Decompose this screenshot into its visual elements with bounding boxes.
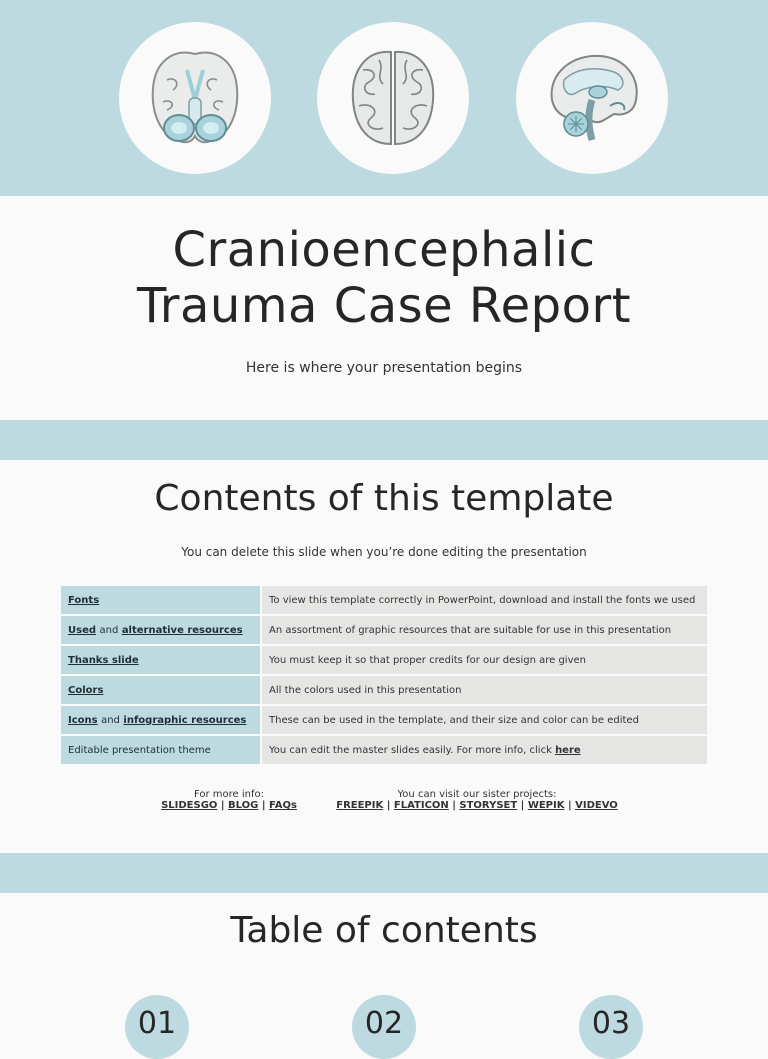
page-subtitle: Here is where your presentation begins: [245, 360, 523, 376]
contents-heading: Contents of this template: [154, 478, 614, 519]
title-line-2: Trauma Case Report: [136, 278, 632, 334]
page-title: [0, 222, 768, 334]
sister-projects-label: You can visit our sister projects:: [397, 789, 557, 800]
row-key: [61, 736, 260, 764]
storyset-link[interactable]: STORYSET: [459, 800, 518, 811]
more-info-links: SLIDESGO | BLOG | FAQs: [161, 800, 297, 811]
row-value: [260, 736, 707, 764]
row-value: To view this template correctly in PowerPoint, download and install the fonts we used: [260, 586, 707, 614]
sister-projects: [335, 789, 619, 811]
colors-link[interactable]: Colors: [68, 684, 104, 696]
row-key: [61, 586, 260, 614]
brain-inferior-image: [119, 22, 271, 174]
alternative-resources-link[interactable]: alternative resources: [121, 624, 243, 636]
editable-theme-label: Editable presentation theme: [68, 744, 211, 756]
more-info-label: For more info:: [193, 789, 264, 800]
row-value: All the colors used in this presentation: [260, 676, 707, 704]
slidesgo-link[interactable]: SLIDESGO: [161, 800, 218, 811]
and-text: and: [99, 624, 119, 636]
brain-sagittal-icon: [534, 40, 650, 156]
here-link[interactable]: here: [555, 744, 581, 756]
used-link[interactable]: Used: [68, 624, 97, 636]
table-row: [61, 616, 707, 644]
contents-description: You can delete this slide when you’re done editing the presentation: [181, 545, 587, 559]
row-value-text: You can edit the master slides easily. For more info, click: [269, 744, 552, 756]
freepik-link[interactable]: FREEPIK: [336, 800, 384, 811]
toc-heading: Table of contents: [230, 910, 538, 951]
row-key: [61, 676, 260, 704]
row-key: [61, 616, 260, 644]
wepik-link[interactable]: WEPIK: [527, 800, 565, 811]
table-row: [61, 646, 707, 674]
sister-projects-links: FREEPIK | FLATICON | STORYSET | WEPIK | VIDEVO: [336, 800, 618, 811]
row-value: These can be used in the template, and their size and color can be edited: [260, 706, 707, 734]
title-line-1: Cranioencephalic: [172, 222, 596, 278]
thanks-slide-link[interactable]: Thanks slide: [68, 654, 139, 666]
section-divider: [0, 853, 768, 893]
table-row: [61, 736, 707, 764]
brain-sagittal-image: [516, 22, 668, 174]
resources-table: [61, 584, 707, 766]
and-text: and: [101, 714, 120, 726]
brain-inferior-icon: [137, 40, 253, 156]
table-row: [61, 586, 707, 614]
row-key: [61, 646, 260, 674]
table-row: [61, 676, 707, 704]
flaticon-link[interactable]: FLATICON: [393, 800, 449, 811]
row-key: [61, 706, 260, 734]
brain-top-icon: [335, 40, 451, 156]
row-value: You must keep it so that proper credits for our design are given: [260, 646, 707, 674]
row-value: An assortment of graphic resources that are suitable for use in this presentation: [260, 616, 707, 644]
toc-number-2: 02: [352, 995, 416, 1059]
more-info: [140, 789, 318, 811]
toc-number-3: 03: [579, 995, 643, 1059]
faqs-link[interactable]: FAQs: [269, 800, 297, 811]
fonts-link[interactable]: Fonts: [68, 594, 100, 606]
toc-number-1: 01: [125, 995, 189, 1059]
table-row: [61, 706, 707, 734]
infographic-resources-link[interactable]: infographic resources: [123, 714, 247, 726]
section-divider: [0, 420, 768, 460]
brain-top-image: [317, 22, 469, 174]
blog-link[interactable]: BLOG: [228, 800, 259, 811]
icons-link[interactable]: Icons: [68, 714, 98, 726]
videvo-link[interactable]: VIDEVO: [575, 800, 618, 811]
